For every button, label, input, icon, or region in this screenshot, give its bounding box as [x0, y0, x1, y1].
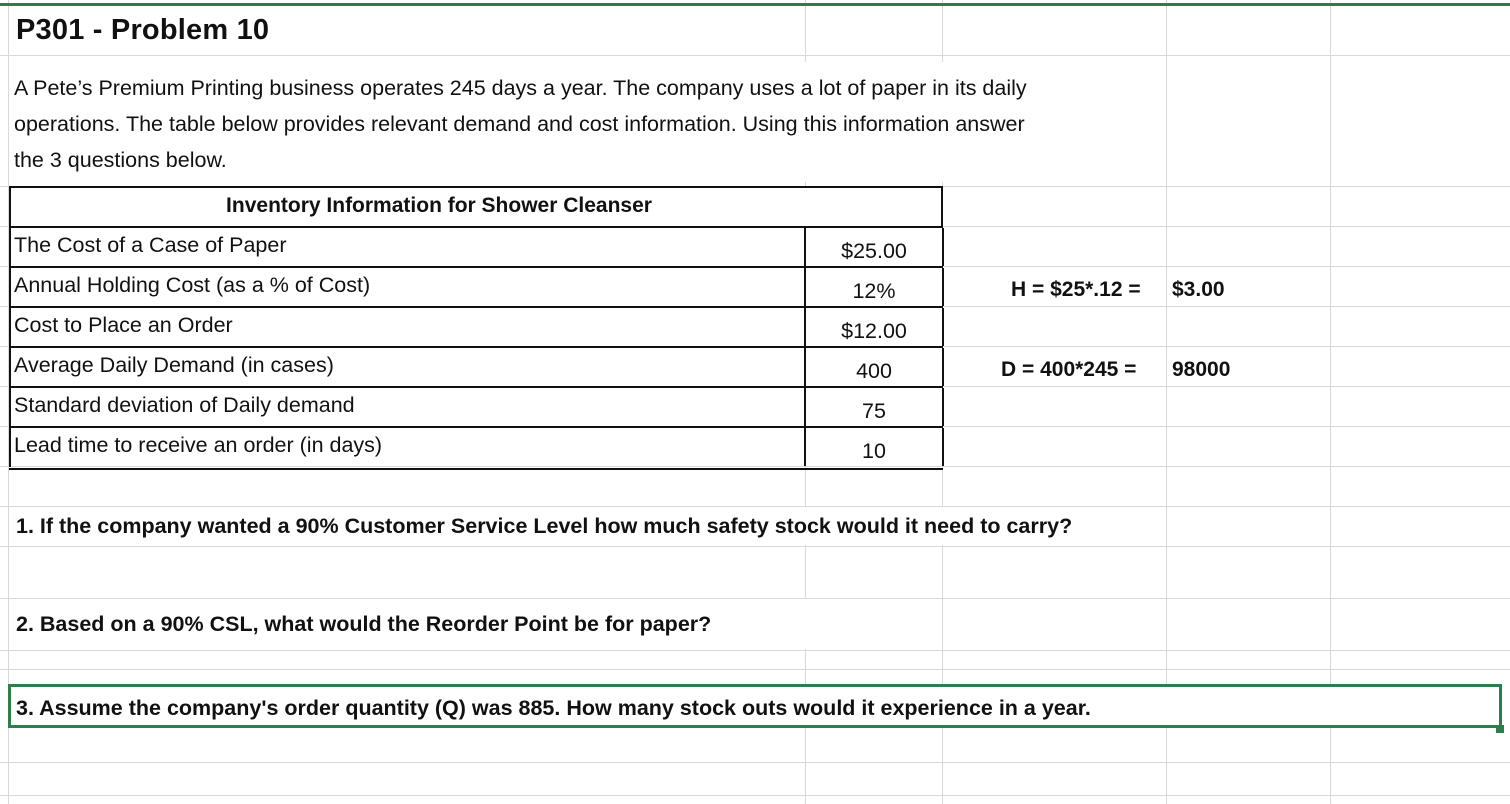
annual-demand-formula[interactable]: D = 400*245 = [1001, 358, 1137, 381]
holding-cost-result[interactable]: $3.00 [1172, 278, 1225, 301]
row-value[interactable]: 10 [804, 428, 944, 466]
holding-cost-formula[interactable]: H = $25*.12 = [1011, 278, 1141, 301]
row-label: Standard deviation of Daily demand [14, 393, 355, 417]
row-value[interactable]: 75 [804, 388, 944, 426]
row-line [0, 650, 1510, 651]
page-title[interactable]: P301 - Problem 10 [16, 14, 270, 46]
table-row[interactable] [9, 266, 943, 308]
row-line [0, 55, 1510, 56]
intro-text[interactable] [14, 70, 1164, 178]
table-row[interactable] [9, 346, 943, 388]
row-label: Annual Holding Cost (as a % of Cost) [14, 273, 371, 297]
annual-demand-result[interactable]: 98000 [1172, 358, 1231, 381]
question-2[interactable]: 2. Based on a 90% CSL, what would the Reorder Point be for paper? [16, 612, 712, 636]
intro-line: A Pete’s Premium Printing business operates 245 days a year. The company uses a lot of paper in its daily [14, 76, 1027, 100]
row-line [0, 795, 1510, 796]
question-1[interactable]: 1. If the company wanted a 90% Customer Service Level how much safety stock would it need to carry? [16, 514, 1073, 538]
table-row[interactable] [9, 306, 943, 348]
row-line [0, 762, 1510, 763]
row-line [0, 669, 1510, 670]
question-3[interactable]: 3. Assume the company's order quantity (Q) was 885. How many stock outs would it experience in a year. [16, 696, 1091, 720]
intro-line: operations. The table below provides relevant demand and cost information. Using this information answer [14, 112, 1025, 136]
row-value[interactable]: 12% [804, 268, 944, 306]
table-header-label: Inventory Information for Shower Cleanser [226, 194, 652, 217]
row-value[interactable]: $12.00 [804, 308, 944, 346]
table-header[interactable] [9, 186, 943, 226]
row-line [0, 546, 1510, 547]
row-label: Cost to Place an Order [14, 313, 233, 337]
fill-handle[interactable] [1496, 725, 1504, 733]
row-label: Average Daily Demand (in cases) [14, 353, 334, 377]
table-row[interactable] [9, 226, 943, 268]
row-value[interactable]: 400 [804, 348, 944, 386]
table-row[interactable] [9, 426, 943, 470]
table-row[interactable] [9, 386, 943, 428]
row-label: Lead time to receive an order (in days) [14, 433, 383, 457]
intro-line: the 3 questions below. [14, 148, 227, 172]
row-value[interactable]: $25.00 [804, 228, 944, 266]
row-label: The Cost of a Case of Paper [14, 233, 287, 257]
top-selection-edge [0, 3, 1510, 6]
